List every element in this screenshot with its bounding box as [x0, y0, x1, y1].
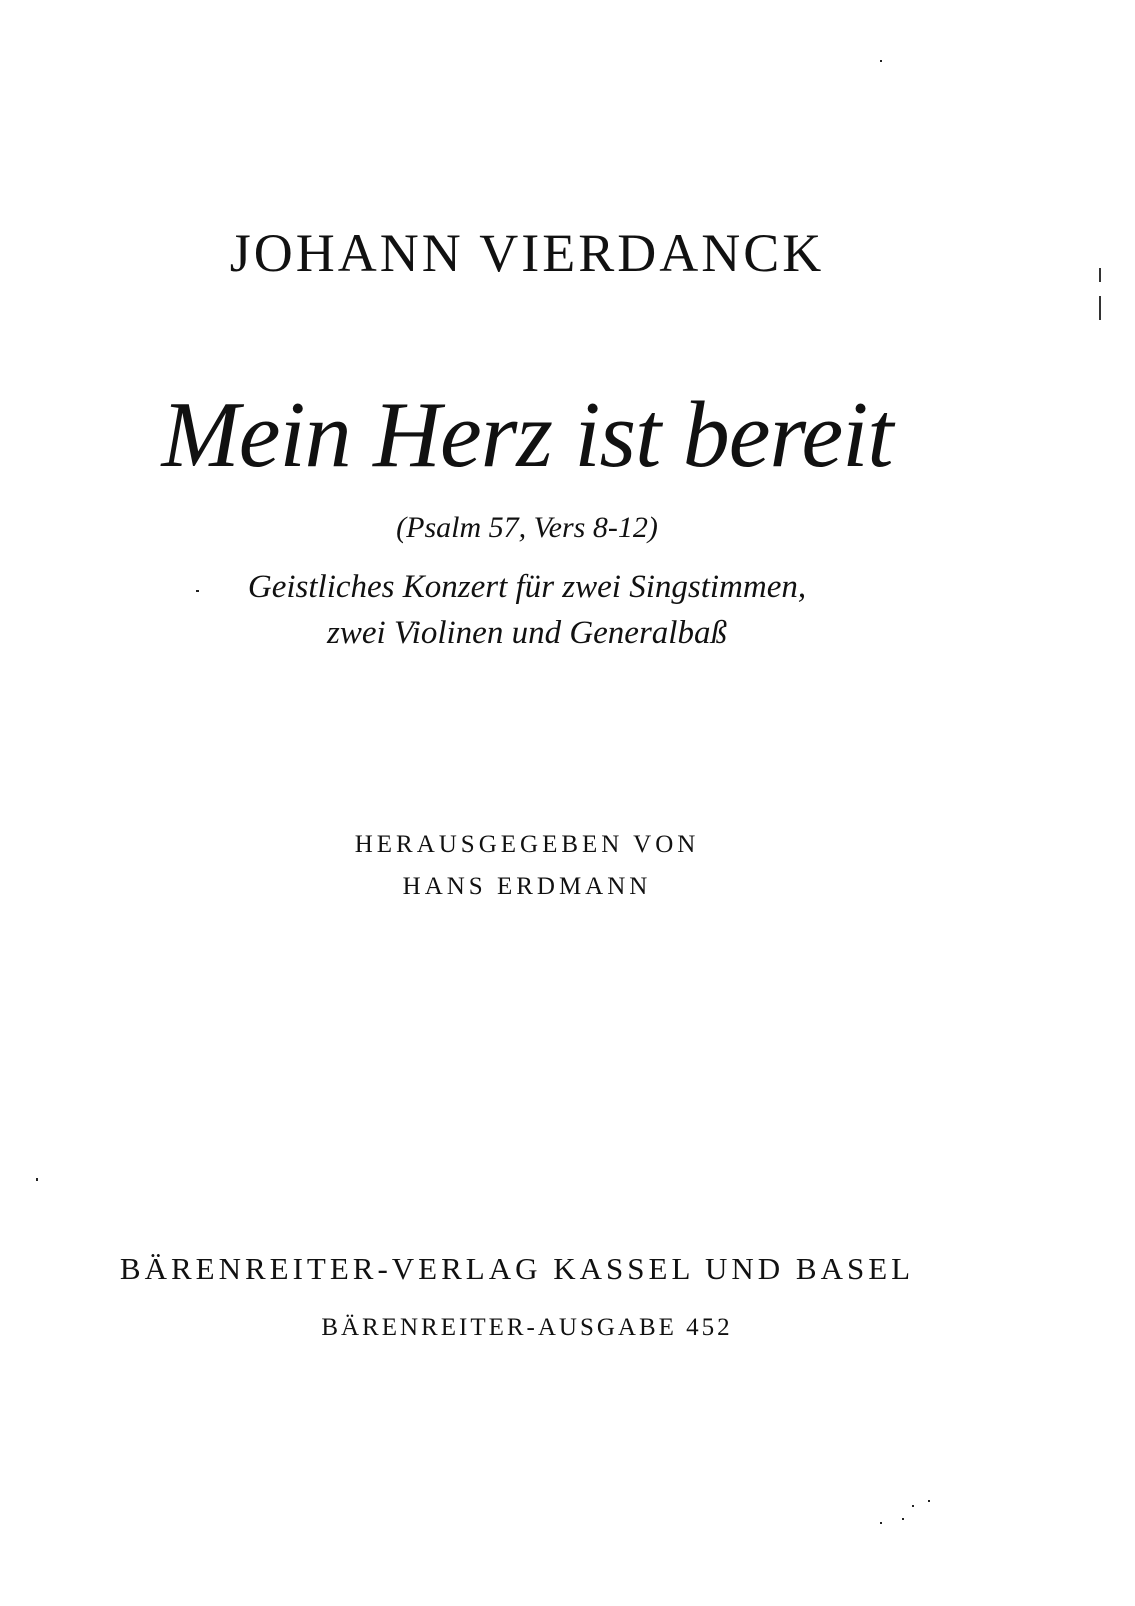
scan-speck: [902, 1518, 904, 1520]
scan-speck: [196, 590, 199, 592]
scan-speck: [880, 1522, 882, 1524]
scan-speck: [880, 60, 882, 62]
scan-mark: [1099, 296, 1101, 320]
scan-speck: [928, 1500, 930, 1502]
subtitle-line-2: zwei Violinen und Generalbaß: [327, 615, 727, 651]
editor-label: HERAUSGEGEBEN VON: [354, 831, 700, 858]
subtitle-line-1: Geistliches Konzert für zwei Singstimmen,: [247, 569, 807, 605]
composer-name: JOHANN VIERDANCK: [229, 223, 825, 283]
editor-name: HANS ERDMANN: [402, 873, 652, 900]
scan-speck: [912, 1505, 914, 1507]
publisher-line: BÄRENREITER-VERLAG KASSEL UND BASEL: [119, 1251, 915, 1286]
work-title: Mein Herz ist bereit: [161, 383, 893, 487]
psalm-reference: (Psalm 57, Vers 8-12): [396, 511, 658, 544]
scan-mark: [1099, 268, 1101, 282]
scan-speck: [36, 1178, 38, 1181]
edition-number: BÄRENREITER-AUSGABE 452: [321, 1314, 733, 1341]
